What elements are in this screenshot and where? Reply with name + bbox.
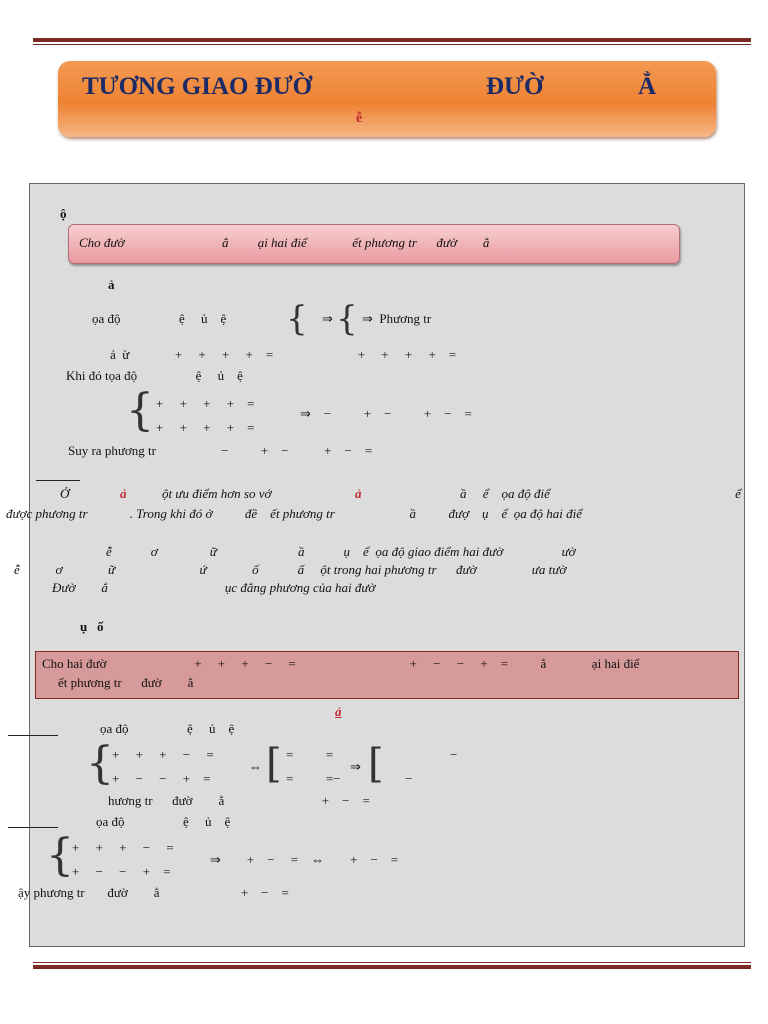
system3-row1: + + + − = xyxy=(72,840,174,855)
note-text-2: ầ ể ọa độ điể ể xyxy=(460,486,741,501)
method1-underline xyxy=(8,735,58,736)
system3-result: ⇒ + − = ⇔ + − = xyxy=(210,852,399,867)
note-underline xyxy=(36,480,80,481)
title-banner xyxy=(58,61,716,137)
banner-title-part3: Ẳ xyxy=(638,73,657,100)
note-text-1: ột ưu điểm hơn so vớ xyxy=(162,486,272,501)
method2-underline xyxy=(8,827,58,828)
method1-line2: hương tr đườ ẳ + − = xyxy=(108,793,370,808)
solution-line1: ọa độ ệ ủ ệ xyxy=(92,311,227,326)
brace-system1: { xyxy=(126,385,154,436)
top-rule xyxy=(33,38,751,42)
note-lead: Ở xyxy=(60,486,70,501)
system1-row2: + + + + = xyxy=(156,420,255,435)
system2-right-row1: − xyxy=(450,747,458,762)
system2-bracket-row1: = = xyxy=(286,747,334,762)
solution-line3: Khi đó tọa độ ệ ủ ệ xyxy=(66,368,243,383)
note-highlight-2: ả xyxy=(355,486,362,501)
brace-left-2: { xyxy=(336,299,358,339)
system2-arrow: ⇒ xyxy=(350,759,361,774)
banner-title-part2: ĐƯỜ xyxy=(486,73,544,100)
method2-line1: ọa độ ệ ủ ệ xyxy=(96,814,231,829)
system1-row1: + + + + = xyxy=(156,396,255,411)
brace-system3: { xyxy=(46,830,74,881)
system2-row2: + − − + = xyxy=(112,771,211,786)
banner-title-part1: TƯƠNG GIAO ĐƯỜ xyxy=(82,73,313,100)
example2-box xyxy=(35,651,739,699)
note-line2: được phương tr . Trong khi đó ở đề ết phương tr ầ đượ ụ ể ọa độ hai điể xyxy=(6,506,583,521)
banner-subtitle: ễ xyxy=(356,111,363,126)
note-highlight-1: ả xyxy=(120,486,127,501)
bottom-rule-thin xyxy=(33,962,751,963)
solution-line4: Suy ra phương tr − + − + − = xyxy=(68,443,373,458)
system2-bracket-row2: = =− xyxy=(286,771,341,786)
top-rule-thin xyxy=(33,44,751,45)
solution-line1-arrow: ⇒ xyxy=(322,311,333,326)
system2-right-row2: − xyxy=(405,771,413,786)
brace-system2: { xyxy=(86,738,114,789)
method2-line2: ậy phương tr đườ ẳ + − = xyxy=(18,885,289,900)
example1-box xyxy=(68,224,680,264)
system3-row2: + − − + = xyxy=(72,864,171,879)
example2-line2: ết phương tr đườ ẳ xyxy=(58,675,194,690)
content-panel xyxy=(6,183,745,947)
method1-line1: ọa độ ệ ủ ệ xyxy=(100,721,235,736)
example2-line1: Cho hai đườ + + + − = + − − + = ẳ ại hai điể xyxy=(42,656,640,671)
example1-text: Cho đườ ẳ ại hai điể ết phương tr đườ ẳ xyxy=(79,235,490,250)
method1-label: ả xyxy=(335,704,342,719)
bracket-system2-right: [ xyxy=(368,741,384,787)
solution-label: ả xyxy=(108,277,115,292)
bracket-system2: [ xyxy=(266,741,282,787)
bottom-rule xyxy=(33,965,751,969)
system1-result: ⇒ − + − + − = xyxy=(300,406,472,421)
system2-row1: + + + − = xyxy=(112,747,214,762)
note-line3: ễ ơ ữ ầ ụ ể ọa độ giao điểm hai đườ ườ xyxy=(106,544,576,559)
solution-line1-arrow2: ⇒ Phương tr xyxy=(362,311,432,326)
solution-line2: ả ừ + + + + = + + + + = xyxy=(110,347,457,362)
note-line5: Đườ ẳ ục đẳng phương của hai đườ xyxy=(52,580,376,595)
section-heading: ộ xyxy=(60,206,67,221)
system2-equiv: ⇔ xyxy=(249,759,262,774)
brace-left-1: { xyxy=(286,299,308,339)
example2-heading: ụ ố xyxy=(80,619,104,634)
note-line4: ễ ơ ữ ứ ố ấ ột trong hai phương tr đườ ưa tườ xyxy=(14,562,567,577)
